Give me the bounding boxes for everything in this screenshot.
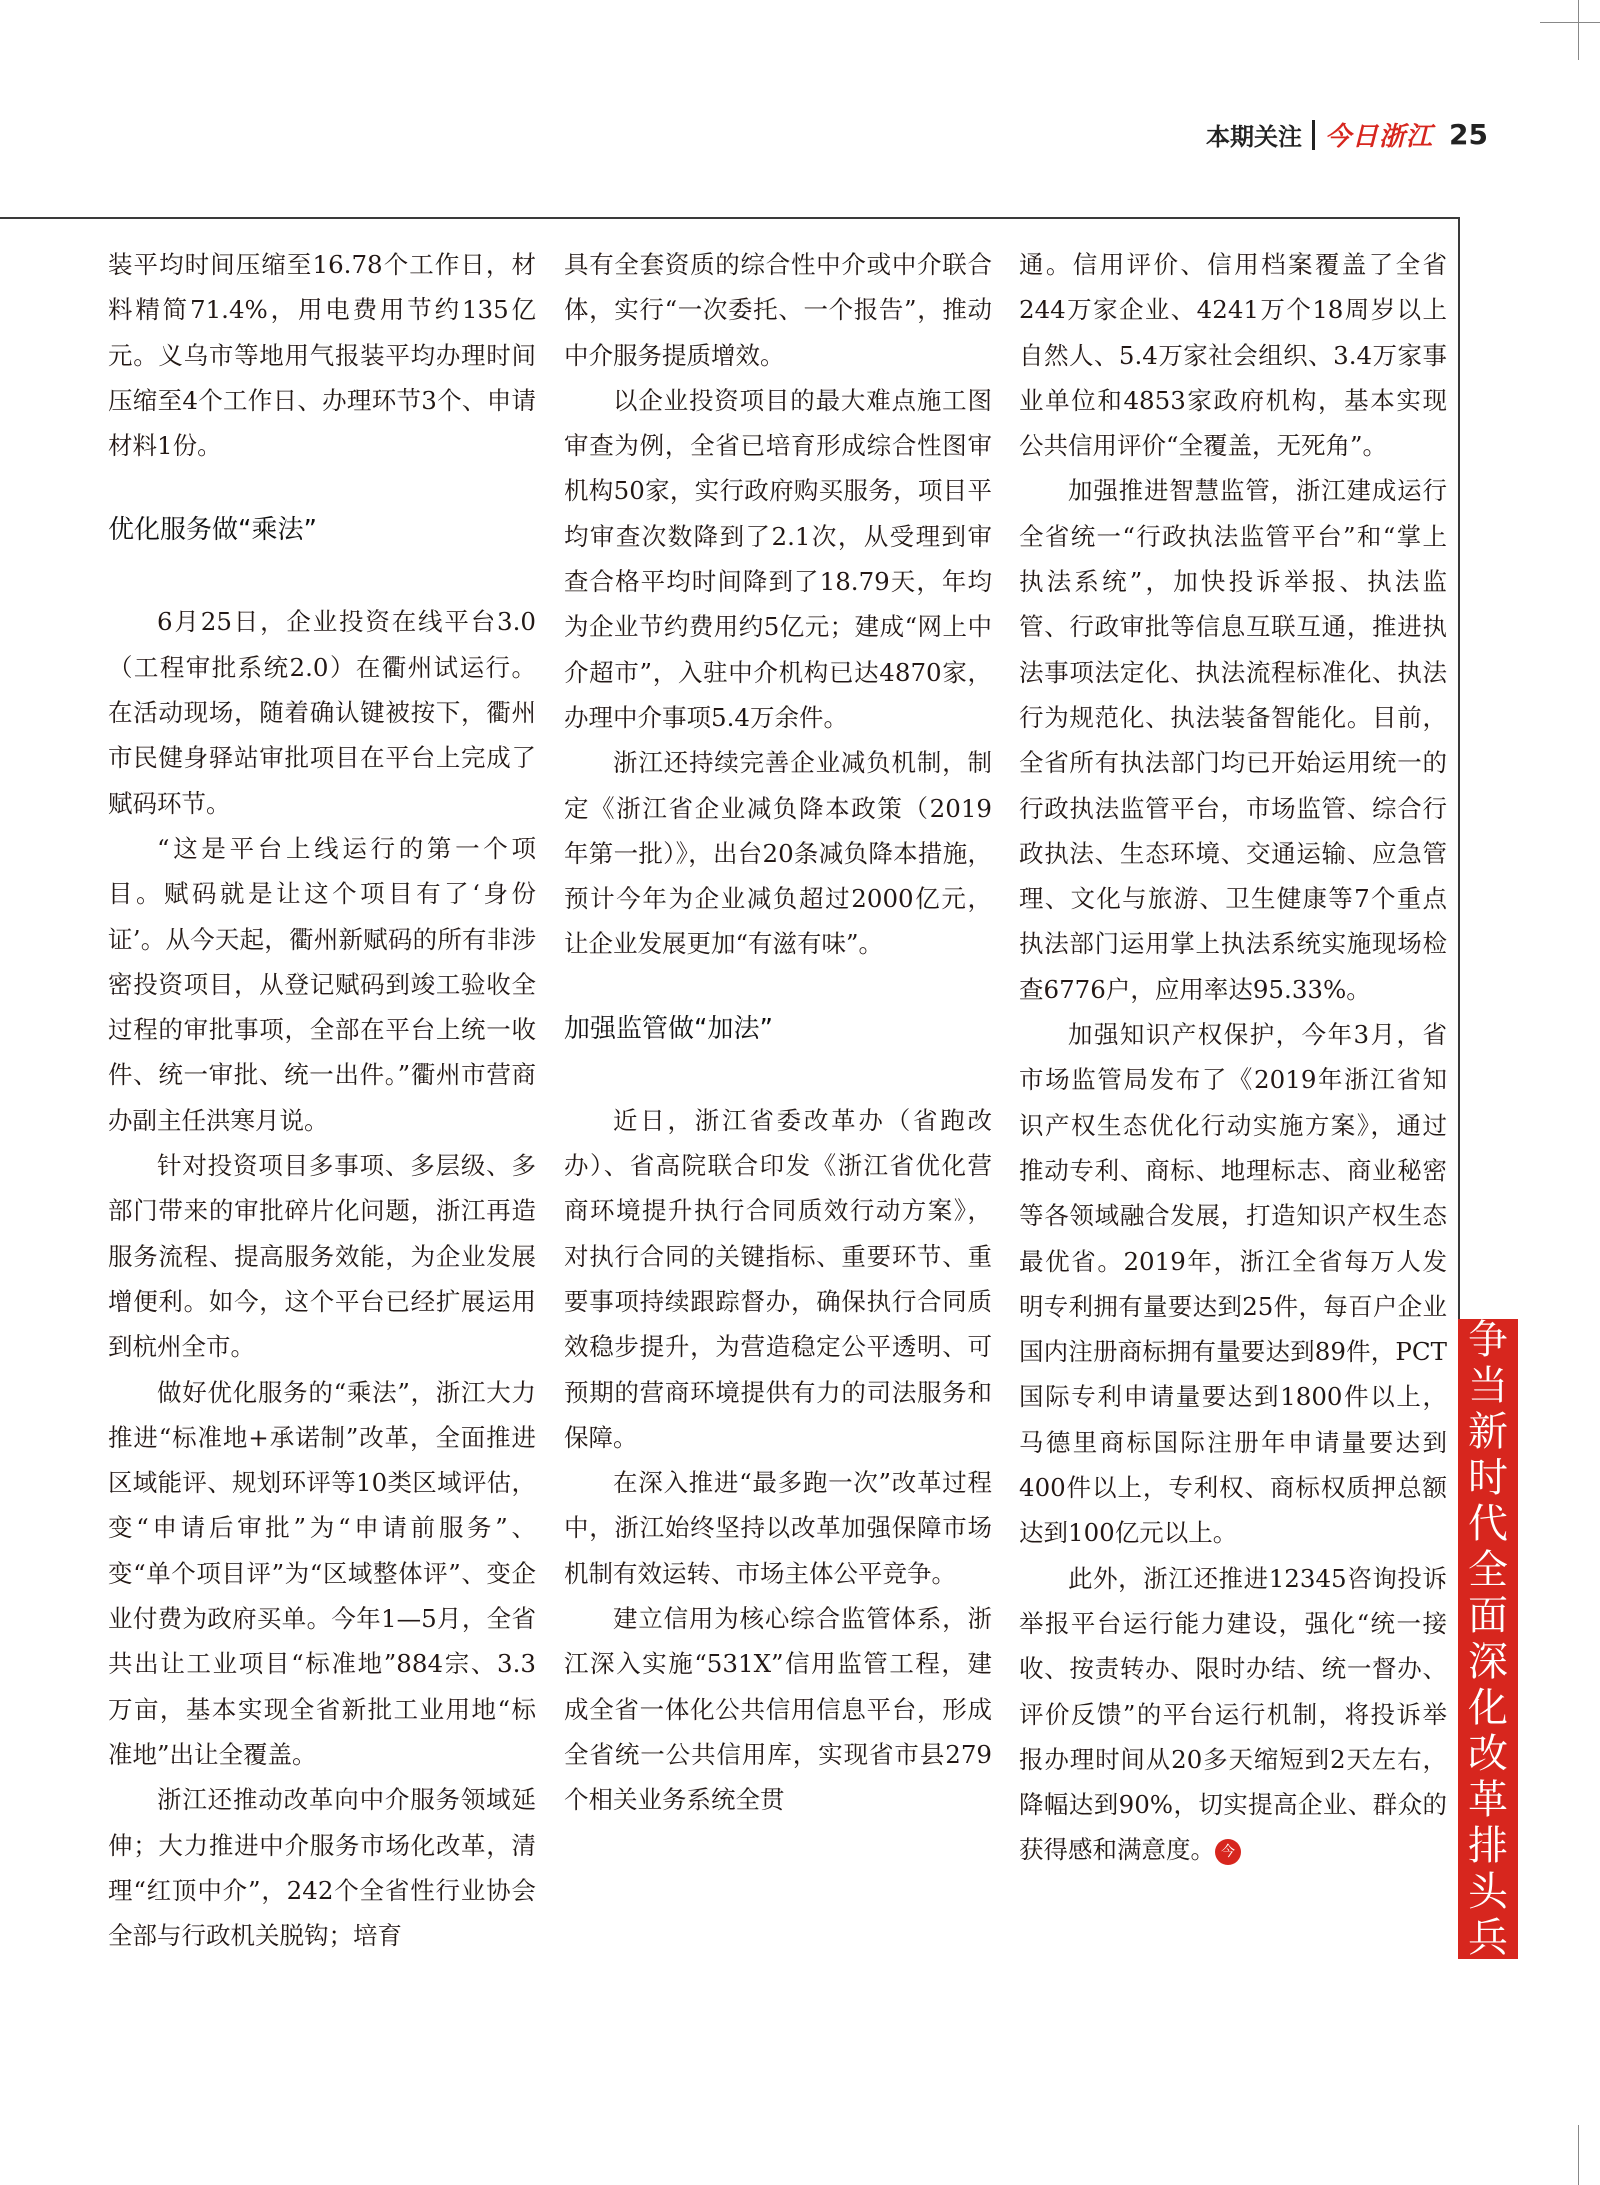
subheading: 优化服务做“乘法” <box>108 515 317 546</box>
paragraph: 加强知识产权保护，今年3月，省市场监管局发布了《2019年浙江省知识产权生态优化行动实施方案》，通过推动专利、商标、地理标志、商业秘密等各领域融合发展，打造知识产权生态最优省。2019年，浙江全省每万人发明专利拥有量要达到25件，每百户企业国内注册商标拥有量要达到89件，PCT国际专利申请量要达到1800件以上，马德里商标国际注册年申请量要达到400件以上，专利权、商标权质押总额达到100亿元以上。 <box>1019 1020 1447 1548</box>
paragraph: 浙江还推动改革向中介服务领域延伸；大力推进中介服务市场化改革，清理“红顶中介”，242个全省性行业协会全部与行政机关脱钩；培育 <box>108 1785 536 1951</box>
paragraph: “这是平台上线运行的第一个项目。赋码就是让这个项目有了‘身份证’。从今天起，衢州新赋码的所有非涉密投资项目，从登记赋码到竣工验收全过程的审批事项，全部在平台上统一收件、统一审批、统一出件。”衢州市营商办副主任洪寒月说。 <box>108 833 536 1135</box>
column-banner-text: 争当新时代全面深化改革排头兵 <box>1468 1317 1508 1961</box>
paragraph: 通。信用评价、信用档案覆盖了全省244万家企业、4241万个18周岁以上自然人、5.4万家社会组织、3.4万家事业单位和4853家政府机构，基本实现公共信用评价“全覆盖，无死角”。 <box>1019 250 1447 461</box>
paragraph: 装平均时间压缩至16.78个工作日，材料精简71.4%，用电费用节约135亿元。义乌市等地用气报装平均办理时间压缩至4个工作日、办理环节3个、申请材料1份。 <box>108 250 536 461</box>
section-title: 本期关注 <box>1206 123 1303 151</box>
paragraph: 针对投资项目多事项、多层级、多部门带来的审批碎片化问题，浙江再造服务流程、提高服务效能，为企业发展增便利。如今，这个平台已经扩展运用到杭州全市。 <box>108 1151 536 1362</box>
subheading: 加强监管做“加法” <box>564 1013 773 1044</box>
header-divider <box>1312 120 1315 150</box>
paragraph: 在深入推进“最多跑一次”改革过程中，浙江始终坚持以改革加强保障市场机制有效运转、市场主体公平竞争。 <box>564 1468 992 1588</box>
column-banner <box>1458 1319 1518 1959</box>
paragraph <box>1019 1556 1447 1873</box>
crop-mark <box>1578 0 1579 60</box>
crop-mark <box>1540 22 1600 23</box>
paragraph: 具有全套资质的综合性中介或中介联合体，实行“一次委托、一个报告”，推动中介服务提质增效。 <box>564 250 992 370</box>
article-column-2 <box>564 242 992 1823</box>
magazine-logo: 今日浙江 <box>1325 122 1434 152</box>
paragraph: 以企业投资项目的最大难点施工图审查为例，全省已培育形成综合性图审机构50家，实行政府购买服务，项目平均审查次数降到了2.1次，从受理到审查合格平均时间降到了18.79天，年均为企业节约费用约5亿元；建成“网上中介超市”，入驻中介机构已达4870家，办理中介事项5.4万余件。 <box>564 385 992 732</box>
paragraph: 近日，浙江省委改革办（省跑改办）、省高院联合印发《浙江省优化营商环境提升执行合同质效行动方案》，对执行合同的关键指标、重要环节、重要事项持续跟踪督办，确保执行合同质效稳步提升，为营造稳定公平透明、可预期的营商环境提供有力的司法服务和保障。 <box>564 1105 992 1452</box>
paragraph: 6月25日，企业投资在线平台3.0（工程审批系统2.0）在衢州试运行。在活动现场，随着确认键被按下，衢州市民健身驿站审批项目在平台上完成了赋码环节。 <box>108 607 536 818</box>
paragraph: 建立信用为核心综合监管体系，浙江深入实施“531X”信用监管工程，建成全省一体化公共信用信息平台，形成全省统一公共信用库，实现省市县279个相关业务系统全贯 <box>564 1604 992 1815</box>
paragraph-text: 此外，浙江还推进12345咨询投诉举报平台运行能力建设，强化“统一接收、按责转办、限时办结、统一督办、评价反馈”的平台运行机制，将投诉举报办理时间从20多天缩短到2天左右，降幅达到90%，切实提高企业、群众的获得感和满意度。 <box>1019 1563 1447 1865</box>
page-header <box>1206 116 1488 153</box>
paragraph: 加强推进智慧监管，浙江建成运行全省统一“行政执法监管平台”和“掌上执法系统”，加快投诉举报、执法监管、行政审批等信息互联互通，推进执法事项法定化、执法流程标准化、执法行为规范化、执法装备智能化。目前，全省所有执法部门均已开始运用统一的行政执法监管平台，市场监管、综合行政执法、生态环境、交通运输、应急管理、文化与旅游、卫生健康等7个重点执法部门运用掌上执法系统实施现场检查6776户，应用率达95.33%。 <box>1019 476 1447 1004</box>
crop-mark <box>1578 2125 1579 2185</box>
end-mark-icon: 今 <box>1215 1839 1241 1865</box>
article-column-3 <box>1019 242 1447 1873</box>
frame-top-rule <box>0 217 1460 219</box>
paragraph: 做好优化服务的“乘法”，浙江大力推进“标准地+承诺制”改革，全面推进区域能评、规划环评等10类区域评估，变“申请后审批”为“申请前服务”、变“单个项目评”为“区域整体评”、变企业付费为政府买单。今年1—5月，全省共出让工业项目“标准地”884宗、3.3万亩，基本实现全省新批工业用地“标准地”出让全覆盖。 <box>108 1377 536 1769</box>
frame-right-rule <box>1458 217 1460 1332</box>
paragraph: 浙江还持续完善企业减负机制，制定《浙江省企业减负降本政策（2019年第一批）》，出台20条减负降本措施，预计今年为企业减负超过2000亿元，让企业发展更加“有滋有味”。 <box>564 748 992 959</box>
page-number: 25 <box>1449 118 1488 151</box>
article-column-1 <box>108 242 536 1958</box>
